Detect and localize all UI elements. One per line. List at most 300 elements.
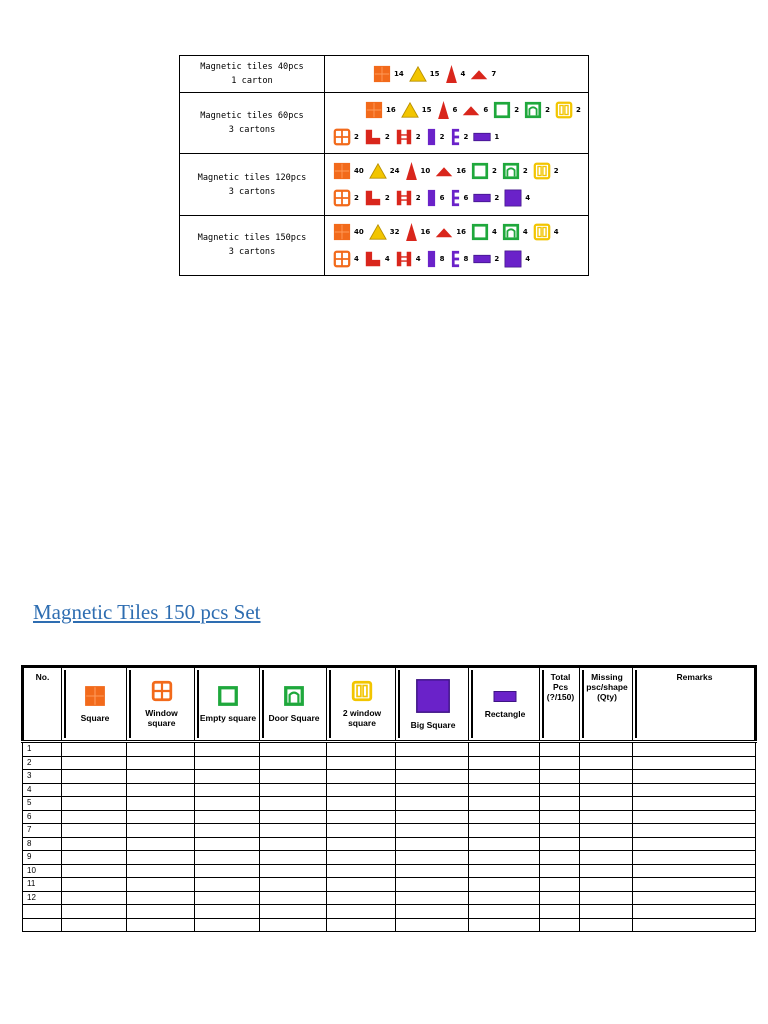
purple-e-shape-icon xyxy=(450,250,461,268)
checklist-row xyxy=(23,783,756,797)
checklist-cell[interactable] xyxy=(540,837,580,851)
checklist-cell[interactable] xyxy=(62,742,127,757)
checklist-cell[interactable] xyxy=(396,797,469,811)
checklist-cell[interactable] xyxy=(540,783,580,797)
orange-square-icon xyxy=(333,162,351,180)
tile-quantity: 4 xyxy=(460,70,466,79)
tile-quantity: 2 xyxy=(494,254,500,263)
checklist-cell[interactable] xyxy=(396,810,469,824)
checklist-cell[interactable] xyxy=(195,878,260,892)
orange-window-square-icon xyxy=(151,680,173,704)
package-name-cell xyxy=(180,93,325,154)
checklist-cell[interactable] xyxy=(633,797,756,811)
checklist-cell[interactable] xyxy=(260,756,327,770)
tile-quantity: 24 xyxy=(389,167,400,176)
checklist-row xyxy=(23,851,756,865)
checklist-cell[interactable] xyxy=(127,918,195,932)
header-square: Square xyxy=(62,667,127,742)
checklist-row xyxy=(23,905,756,919)
green-empty-square-icon xyxy=(493,101,511,119)
package-row xyxy=(180,56,589,93)
checklist-cell[interactable] xyxy=(540,810,580,824)
checklist-cell[interactable] xyxy=(580,797,633,811)
checklist-cell[interactable] xyxy=(633,837,756,851)
orange-window-square-icon xyxy=(333,189,351,207)
checklist-cell[interactable] xyxy=(62,783,127,797)
checklist-cell[interactable] xyxy=(633,810,756,824)
checklist-cell[interactable] xyxy=(260,878,327,892)
checklist-cell[interactable] xyxy=(195,918,260,932)
checklist-cell[interactable] xyxy=(580,756,633,770)
checklist-cell[interactable] xyxy=(469,770,540,784)
checklist-cell[interactable] xyxy=(469,756,540,770)
checklist-cell[interactable] xyxy=(327,797,396,811)
purple-bar-icon xyxy=(426,128,437,146)
row-number: 9 xyxy=(23,851,62,865)
tile-quantity: 15 xyxy=(429,70,440,79)
package-name-cell xyxy=(180,56,325,93)
checklist-cell[interactable] xyxy=(633,851,756,865)
checklist-cell[interactable] xyxy=(469,864,540,878)
checklist-cell[interactable] xyxy=(469,837,540,851)
yellow-triangle-icon xyxy=(401,101,419,119)
checklist-cell[interactable] xyxy=(396,824,469,838)
checklist-cell[interactable] xyxy=(327,837,396,851)
checklist-cell[interactable] xyxy=(127,905,195,919)
checklist-cell[interactable] xyxy=(260,864,327,878)
tile-quantity: 8 xyxy=(463,254,469,263)
checklist-cell[interactable] xyxy=(396,851,469,865)
red-l-shape-icon xyxy=(364,250,382,268)
checklist-cell[interactable] xyxy=(580,824,633,838)
orange-window-square-icon xyxy=(333,250,351,268)
tile-line xyxy=(333,98,588,122)
checklist-cell[interactable] xyxy=(327,810,396,824)
header-no: No. xyxy=(23,667,62,742)
checklist-cell[interactable] xyxy=(396,905,469,919)
checklist-cell[interactable] xyxy=(327,878,396,892)
tile-quantity: 6 xyxy=(439,194,445,203)
checklist-cell[interactable] xyxy=(195,810,260,824)
package-cartons: 3 cartons xyxy=(228,125,276,136)
checklist-cell[interactable] xyxy=(195,851,260,865)
checklist-cell[interactable] xyxy=(260,918,327,932)
checklist-row xyxy=(23,756,756,770)
checklist-cell[interactable] xyxy=(396,864,469,878)
red-wide-triangle-icon xyxy=(462,101,480,119)
tile-quantity: 2 xyxy=(545,105,550,114)
package-name: Magnetic tiles 120pcs xyxy=(197,172,307,183)
red-tall-triangle-icon xyxy=(445,65,458,83)
checklist-cell[interactable] xyxy=(260,851,327,865)
checklist-row xyxy=(23,837,756,851)
header-window-square: Window square xyxy=(127,667,195,742)
tile-quantity: 4 xyxy=(522,227,528,236)
checklist-cell[interactable] xyxy=(540,824,580,838)
checklist-cell[interactable] xyxy=(127,824,195,838)
checklist-cell[interactable] xyxy=(195,756,260,770)
tile-line xyxy=(373,62,588,86)
checklist-cell[interactable] xyxy=(633,905,756,919)
tile-quantity: 4 xyxy=(492,227,497,236)
green-empty-square-icon xyxy=(471,162,489,180)
yellow-window-square-icon xyxy=(533,223,551,241)
tile-quantity: 8 xyxy=(439,254,445,263)
purple-bar-icon xyxy=(426,250,437,268)
package-name-cell xyxy=(180,215,325,275)
checklist-cell[interactable] xyxy=(633,770,756,784)
tile-quantity: 2 xyxy=(463,132,469,141)
tile-quantity: 1 xyxy=(494,132,500,141)
checklist-cell[interactable] xyxy=(469,810,540,824)
tile-quantity: 2 xyxy=(514,105,520,114)
checklist-cell[interactable] xyxy=(469,891,540,905)
checklist-cell[interactable] xyxy=(633,783,756,797)
green-door-square-icon xyxy=(283,685,305,709)
checklist-cell[interactable] xyxy=(195,824,260,838)
checklist-cell[interactable] xyxy=(327,824,396,838)
checklist-cell[interactable] xyxy=(540,878,580,892)
row-number: 10 xyxy=(23,864,62,878)
checklist-cell[interactable] xyxy=(580,864,633,878)
checklist-cell[interactable] xyxy=(540,756,580,770)
checklist-cell[interactable] xyxy=(469,742,540,757)
checklist-cell[interactable] xyxy=(633,891,756,905)
red-h-shape-icon xyxy=(395,189,413,207)
checklist-row xyxy=(23,891,756,905)
checklist-cell[interactable] xyxy=(127,878,195,892)
yellow-triangle-icon xyxy=(369,223,387,241)
checklist-cell[interactable] xyxy=(62,810,127,824)
checklist-cell[interactable] xyxy=(327,891,396,905)
yellow-window-square-icon xyxy=(351,680,373,704)
checklist-cell[interactable] xyxy=(260,770,327,784)
row-number: 1 xyxy=(23,742,62,757)
tile-quantity: 16 xyxy=(420,227,431,236)
tile-quantity: 4 xyxy=(525,194,531,203)
tile-line xyxy=(333,159,588,183)
tile-line xyxy=(333,220,588,244)
tile-quantity: 32 xyxy=(389,227,400,236)
checklist-cell[interactable] xyxy=(127,864,195,878)
row-number: 7 xyxy=(23,824,62,838)
header-total-pcs: Total Pcs (?/150) xyxy=(540,667,580,742)
checklist-cell[interactable] xyxy=(127,851,195,865)
tile-quantity: 2 xyxy=(384,194,390,203)
checklist-cell[interactable] xyxy=(633,824,756,838)
yellow-triangle-icon xyxy=(409,65,427,83)
row-number: 12 xyxy=(23,891,62,905)
package-row xyxy=(180,215,589,275)
checklist-cell[interactable] xyxy=(396,770,469,784)
red-h-shape-icon xyxy=(395,128,413,146)
checklist-cell[interactable] xyxy=(260,824,327,838)
tile-line xyxy=(333,186,588,210)
package-name: Magnetic tiles 60pcs xyxy=(200,111,304,122)
tile-quantity: 4 xyxy=(354,254,359,263)
checklist-table xyxy=(21,665,757,932)
row-number: 3 xyxy=(23,770,62,784)
package-name-cell xyxy=(180,154,325,215)
header-missing: Missing psc/shape (Qty) xyxy=(580,667,633,742)
checklist-cell[interactable] xyxy=(127,756,195,770)
purple-rectangle-icon xyxy=(493,690,517,705)
tile-quantity: 40 xyxy=(354,167,364,176)
checklist-cell[interactable] xyxy=(469,783,540,797)
checklist-cell[interactable] xyxy=(127,783,195,797)
checklist-cell[interactable] xyxy=(540,918,580,932)
red-wide-triangle-icon xyxy=(435,162,453,180)
package-tiles-cell xyxy=(325,93,589,154)
red-tall-triangle-icon xyxy=(405,223,418,241)
checklist-cell[interactable] xyxy=(633,918,756,932)
checklist-cell[interactable] xyxy=(62,851,127,865)
orange-square-icon xyxy=(84,685,106,709)
yellow-window-square-icon xyxy=(533,162,551,180)
header-rectangle: Rectangle xyxy=(469,667,540,742)
checklist-cell[interactable] xyxy=(580,891,633,905)
checklist-row xyxy=(23,742,756,757)
checklist-cell[interactable] xyxy=(195,837,260,851)
package-cartons: 1 carton xyxy=(231,76,273,87)
checklist-cell[interactable] xyxy=(327,742,396,757)
tile-quantity: 2 xyxy=(439,132,445,141)
checklist-row xyxy=(23,824,756,838)
tile-quantity: 6 xyxy=(452,105,458,114)
purple-big-square-icon xyxy=(504,250,522,268)
package-tiles-cell xyxy=(325,215,589,275)
purple-rectangle-icon xyxy=(473,132,491,142)
checklist-cell[interactable] xyxy=(62,891,127,905)
checklist-cell[interactable] xyxy=(62,918,127,932)
header-remarks: Remarks xyxy=(633,667,756,742)
package-tiles-cell xyxy=(325,154,589,215)
red-l-shape-icon xyxy=(364,189,382,207)
checklist-cell[interactable] xyxy=(127,837,195,851)
tile-quantity: 4 xyxy=(553,227,559,236)
red-l-shape-icon xyxy=(364,128,382,146)
green-door-square-icon xyxy=(524,101,542,119)
tile-quantity: 10 xyxy=(420,167,431,176)
package-cartons: 3 cartons xyxy=(228,186,276,197)
purple-big-square-icon xyxy=(504,189,522,207)
checklist-cell[interactable] xyxy=(327,783,396,797)
checklist-cell[interactable] xyxy=(195,742,260,757)
tile-quantity: 2 xyxy=(384,132,390,141)
checklist-row xyxy=(23,770,756,784)
checklist-cell[interactable] xyxy=(540,905,580,919)
checklist-cell[interactable] xyxy=(62,770,127,784)
checklist-cell[interactable] xyxy=(540,742,580,757)
page-title: Magnetic Tiles 150 pcs Set xyxy=(33,600,261,624)
checklist-cell[interactable] xyxy=(62,878,127,892)
tile-quantity: 15 xyxy=(421,105,432,114)
package-name: Magnetic tiles 150pcs xyxy=(197,233,307,244)
orange-window-square-icon xyxy=(333,128,351,146)
checklist-cell[interactable] xyxy=(127,797,195,811)
tile-quantity: 2 xyxy=(354,132,359,141)
green-empty-square-icon xyxy=(217,685,239,709)
checklist-cell[interactable] xyxy=(195,770,260,784)
checklist-cell[interactable] xyxy=(469,905,540,919)
checklist-cell[interactable] xyxy=(127,742,195,757)
checklist-cell[interactable] xyxy=(260,797,327,811)
checklist-cell[interactable] xyxy=(127,770,195,784)
checklist-cell[interactable] xyxy=(469,851,540,865)
green-door-square-icon xyxy=(502,162,520,180)
checklist-cell[interactable] xyxy=(396,837,469,851)
checklist-cell[interactable] xyxy=(260,905,327,919)
checklist-cell[interactable] xyxy=(260,810,327,824)
checklist-cell[interactable] xyxy=(260,742,327,757)
checklist-cell[interactable] xyxy=(62,756,127,770)
row-number: 8 xyxy=(23,837,62,851)
checklist-cell[interactable] xyxy=(469,918,540,932)
purple-bar-icon xyxy=(426,189,437,207)
checklist-row xyxy=(23,878,756,892)
tile-quantity: 16 xyxy=(456,227,466,236)
checklist-cell[interactable] xyxy=(62,797,127,811)
tile-quantity: 2 xyxy=(354,194,359,203)
tile-quantity: 7 xyxy=(491,70,497,79)
checklist-cell[interactable] xyxy=(396,742,469,757)
checklist-cell[interactable] xyxy=(260,783,327,797)
checklist-cell[interactable] xyxy=(62,824,127,838)
purple-rectangle-icon xyxy=(473,254,491,264)
checklist-cell[interactable] xyxy=(327,864,396,878)
orange-square-icon xyxy=(333,223,351,241)
checklist-cell[interactable] xyxy=(633,878,756,892)
checklist-cell[interactable] xyxy=(633,756,756,770)
checklist-cell[interactable] xyxy=(62,837,127,851)
checklist-cell[interactable] xyxy=(195,864,260,878)
tile-quantity: 2 xyxy=(494,194,500,203)
checklist-cell[interactable] xyxy=(396,878,469,892)
checklist-cell[interactable] xyxy=(580,742,633,757)
checklist-cell[interactable] xyxy=(396,918,469,932)
checklist-cell[interactable] xyxy=(195,797,260,811)
tile-line xyxy=(333,247,588,271)
checklist-cell[interactable] xyxy=(396,891,469,905)
tile-quantity: 2 xyxy=(576,105,581,114)
purple-big-square-icon xyxy=(415,678,451,716)
checklist-cell[interactable] xyxy=(580,810,633,824)
checklist-cell[interactable] xyxy=(127,891,195,905)
package-name: Magnetic tiles 40pcs xyxy=(200,62,304,73)
checklist-cell[interactable] xyxy=(633,864,756,878)
checklist-cell[interactable] xyxy=(580,837,633,851)
row-number: 5 xyxy=(23,797,62,811)
checklist-row xyxy=(23,810,756,824)
checklist-cell[interactable] xyxy=(260,837,327,851)
checklist-cell[interactable] xyxy=(260,891,327,905)
checklist-cell[interactable] xyxy=(540,864,580,878)
checklist-cell[interactable] xyxy=(62,905,127,919)
checklist-cell[interactable] xyxy=(327,770,396,784)
row-number: 6 xyxy=(23,810,62,824)
package-row xyxy=(180,93,589,154)
checklist-cell[interactable] xyxy=(540,797,580,811)
package-cartons: 3 cartons xyxy=(228,247,276,258)
orange-square-icon xyxy=(373,65,391,83)
checklist-row xyxy=(23,918,756,932)
tile-quantity: 2 xyxy=(553,167,559,176)
row-number: 4 xyxy=(23,783,62,797)
checklist-row xyxy=(23,864,756,878)
checklist-cell[interactable] xyxy=(327,905,396,919)
row-number: 11 xyxy=(23,878,62,892)
checklist-cell[interactable] xyxy=(580,770,633,784)
checklist-cell[interactable] xyxy=(580,905,633,919)
red-h-shape-icon xyxy=(395,250,413,268)
checklist-cell[interactable] xyxy=(469,878,540,892)
checklist-cell[interactable] xyxy=(195,783,260,797)
package-contents-table xyxy=(179,55,589,276)
package-row xyxy=(180,154,589,215)
tile-quantity: 6 xyxy=(463,194,469,203)
red-tall-triangle-icon xyxy=(405,162,418,180)
checklist-cell[interactable] xyxy=(540,851,580,865)
checklist-cell[interactable] xyxy=(580,918,633,932)
green-door-square-icon xyxy=(502,223,520,241)
header-two-window-square: 2 window square xyxy=(327,667,396,742)
yellow-window-square-icon xyxy=(555,101,573,119)
checklist-cell[interactable] xyxy=(195,905,260,919)
green-empty-square-icon xyxy=(471,223,489,241)
red-wide-triangle-icon xyxy=(435,223,453,241)
tile-quantity: 4 xyxy=(525,254,531,263)
checklist-cell[interactable] xyxy=(580,878,633,892)
checklist-row xyxy=(23,797,756,811)
checklist-cell[interactable] xyxy=(469,797,540,811)
tile-quantity: 4 xyxy=(415,254,421,263)
checklist-cell[interactable] xyxy=(327,918,396,932)
checklist-cell[interactable] xyxy=(127,810,195,824)
tile-quantity: 16 xyxy=(456,167,466,176)
tile-quantity: 2 xyxy=(415,132,421,141)
checklist-cell[interactable] xyxy=(396,756,469,770)
checklist-cell[interactable] xyxy=(62,864,127,878)
tile-line xyxy=(333,125,588,149)
checklist-cell[interactable] xyxy=(396,783,469,797)
header-door-square: Door Square xyxy=(260,667,327,742)
tile-quantity: 14 xyxy=(394,70,404,79)
row-number xyxy=(23,918,62,932)
checklist-cell[interactable] xyxy=(580,851,633,865)
checklist-cell[interactable] xyxy=(580,783,633,797)
tile-quantity: 2 xyxy=(522,167,528,176)
checklist-cell[interactable] xyxy=(327,756,396,770)
row-number: 2 xyxy=(23,756,62,770)
yellow-triangle-icon xyxy=(369,162,387,180)
checklist-cell[interactable] xyxy=(633,742,756,757)
checklist-cell[interactable] xyxy=(540,770,580,784)
tile-quantity: 6 xyxy=(483,105,489,114)
row-number xyxy=(23,905,62,919)
tile-quantity: 4 xyxy=(384,254,390,263)
orange-square-icon xyxy=(365,101,383,119)
header-big-square: Big Square xyxy=(396,667,469,742)
tile-quantity: 2 xyxy=(492,167,497,176)
purple-e-shape-icon xyxy=(450,128,461,146)
checklist-cell[interactable] xyxy=(469,824,540,838)
header-empty-square: Empty square xyxy=(195,667,260,742)
checklist-cell[interactable] xyxy=(195,891,260,905)
checklist-cell[interactable] xyxy=(540,891,580,905)
package-tiles-cell xyxy=(325,56,589,93)
checklist-cell[interactable] xyxy=(327,851,396,865)
tile-quantity: 16 xyxy=(386,105,396,114)
